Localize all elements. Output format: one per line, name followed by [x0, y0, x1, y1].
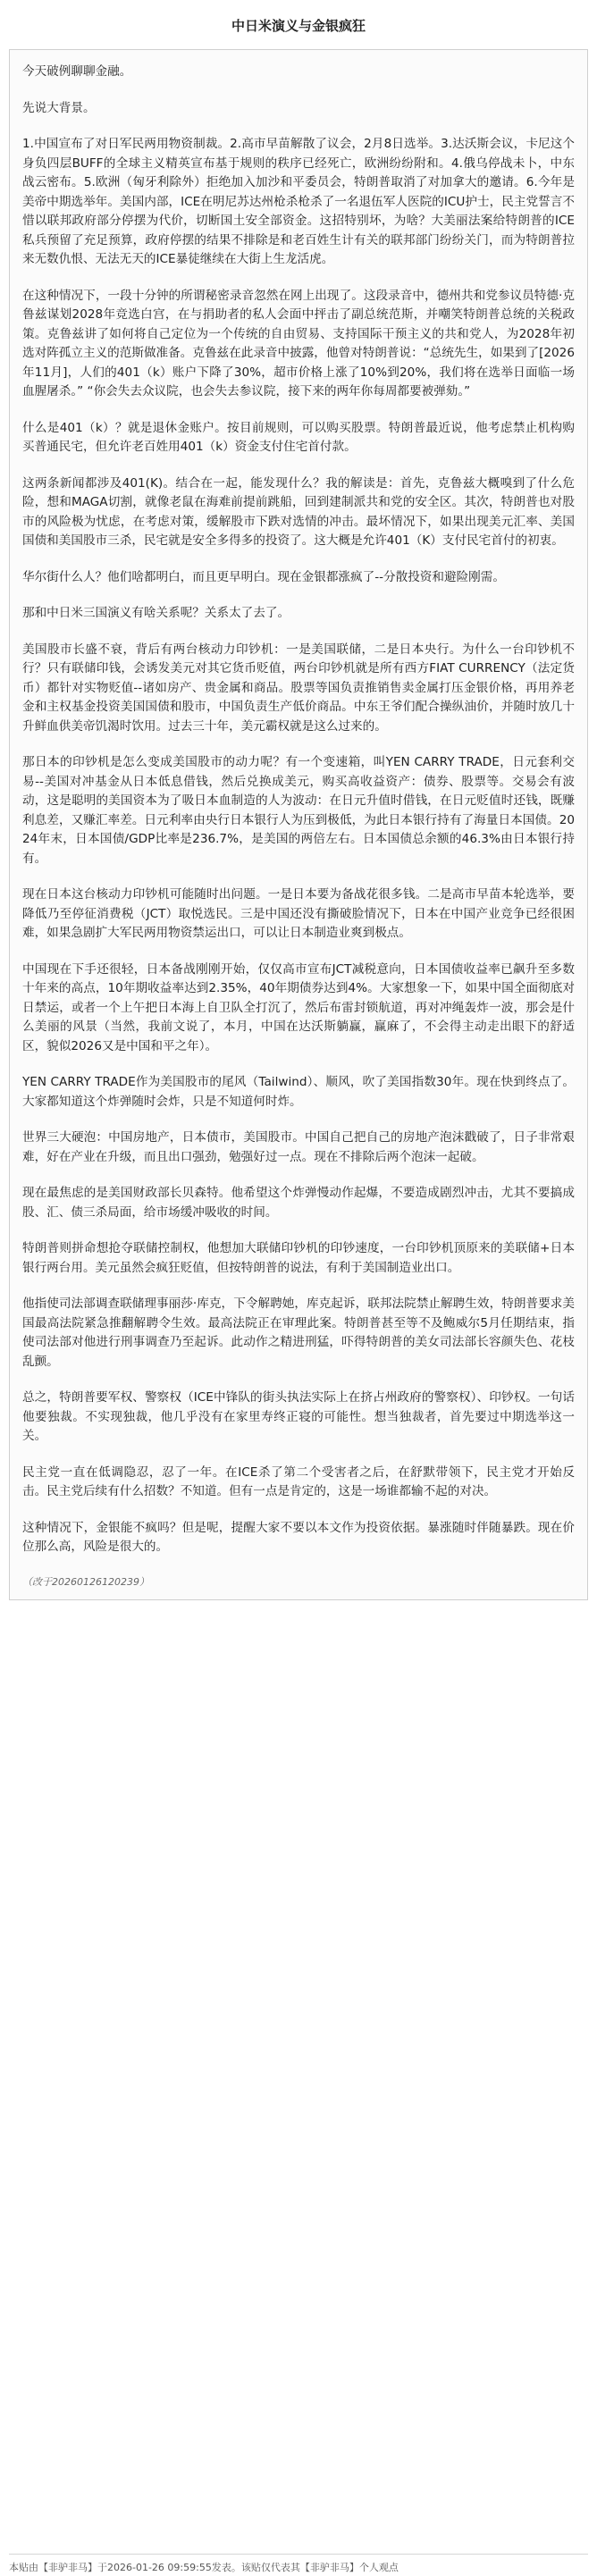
- paragraph: 民主党一直在低调隐忍，忍了一年。在ICE杀了第二个受害者之后，在舒默带领下，民主党才开始反击。民主党后续有什么招数？不知道。但有一点是肯定的，这是一场谁都输不起的对决。: [22, 1464, 575, 1498]
- paragraph: 中国现在下手还很轻，日本备战刚刚开始，仅仅高市宣布JCT减税意向，日本国债收益率已飙升至多数十年来的高点，10年期收益率达到2.35%，40年期债券达到4%。大家想象一下，如果中国全面彻底对日禁运，或者一个上午把日本海上自卫队全打沉了，然后布雷封锁航道，再对冲绳轰炸一波，那会是什么美丽的风景（当然，我前文说了，本月，中国在达沃斯躺赢，赢麻了，不会得主动走出眼下的舒适区，貌似2026又是中国和平之年）。: [22, 961, 575, 1053]
- paragraph: 今天破例聊聊金融。: [22, 64, 132, 79]
- paragraph: 1.中国宣布了对日军民两用物资制裁。2.高市早苗解散了议会，2月8日选举。3.达沃斯会议，卡尼这个身负四层BUFF的全球主义精英宣布基于规则的秩序已经死亡，欧洲纷纷附和。4.俄乌停战未卜，中东战云密布。5.欧洲（匈牙利除外）拒绝加入加沙和平委员会，特朗普取消了对加拿大的邀请。6.今年是美帝中期选举年。美国内部，ICE在明尼苏达州枪杀枪杀了一名退伍军人医院的ICU护士，民主党誓言不惜以联邦政府部分停摆为代价，切断国土安全部资金。这招特别坏，为啥？大美丽法案给特朗普的ICE私兵预留了充足预算，政府停摆的结果不排除是和老百姓生计有关的联邦部门纷纷关门，而为特朗普拉来无数仇恨、无法无天的ICE暴徒继续在大街上生龙活虎。: [22, 137, 575, 266]
- paragraph: 现在日本这台核动力印钞机可能随时出问题。一是日本要为备战花很多钱。二是高市早苗本轮选举，要降低乃至停征消费税（JCT）取悦选民。三是中国还没有撕破脸情况下，日本在中国产业竞争已经很困难，如果急剧扩大军民两用物资禁运出口，可以让日本制造业爽到极点。: [22, 887, 575, 940]
- paragraph: 华尔街什么人？他们啥都明白，而且更早明白。现在金银都涨疯了--分散投资和避险刚需。: [22, 569, 505, 584]
- paragraph: 他指使司法部调查联储理事丽莎·库克，下令解聘她，库克起诉，联邦法院禁止解聘生效，特朗普要求美国最高法院紧急推翻解聘令生效。最高法院正在审理此案。特朗普甚至等不及鲍威尔5月任期结束，指使司法部对他进行刑事调查乃至起诉。此动作之精进刑猛，吓得特朗普的美女司法部长容颜失色、花枝乱颤。: [22, 1296, 575, 1369]
- paragraph: 先说大背景。: [22, 100, 96, 115]
- paragraph: 美国股市长盛不衰，背后有两台核动力印钞机：一是美国联储，二是日本央行。为什么一台印钞机不行？只有联储印钱，会诱发美元对其它货币贬值，两台印钞机就是所有西方FIAT CURRENCY（法定货币）都针对实物贬值--诸如房产、贵金属和商品。股票等国负责推销售卖金属打压金银价格，再用养老金和主权基金投资美国国债和股市，中国负责生产低价商品。中东王爷们配合操纵油价，并随时放几十升鲜血供美帝饥渴时饮用。过去三十年，美元霸权就是这么过来的。: [22, 642, 575, 734]
- paragraph: 特朗普则拼命想抢夺联储控制权，他想加大联储印钞机的印钞速度，一台印钞机顶原来的美联储+日本银行两台用。美元虽然会疯狂贬值，但按特朗普的说法，有利于美国制造业出口。: [22, 1241, 575, 1275]
- paragraph: 世界三大硬泡：中国房地产，日本债市，美国股市。中国自己把自己的房地产泡沫戳破了，日子非常艰难，好在产业在升级，而且出口强劲，勉强好过一点。现在不排除后两个泡沫一起破。: [22, 1130, 575, 1164]
- paragraph: 那和中日米三国演义有啥关系呢？关系太了去了。: [22, 606, 290, 620]
- page-title: 中日米演义与金银疯狂: [231, 18, 366, 34]
- paragraph: 什么是401（k）？就是退休金账户。按目前规则，可以购买股票。特朗普最近说，他考虑禁止机构购买普通民宅，但允许老百姓用401（k）资金支付住宅首付款。: [22, 420, 575, 454]
- paragraph: 现在最焦虑的是美国财政部长贝森特。他希望这个炸弹慢动作起爆，不要造成剧烈冲击，尤其不要搞成股、汇、债三杀局面，给市场缓冲吸收的时间。: [22, 1186, 575, 1220]
- paragraph: 在这种情况下，一段十分钟的所谓秘密录音忽然在网上出现了。这段录音中，德州共和党参议员特德·克鲁兹谋划2028年竞选白宫，在与捐助者的私人会面中抨击了副总统范斯，并嘲笑特朗普总统的关税政策。克鲁兹讲了如何将自己定位为一个传统的自由贸易、支持国际干预主义的共和党人，为2028年初选对阵孤立主义的范斯做准备。克鲁兹在此录音中披露，他曾对特朗普说：“总统先生，如果到了[2026年11月]，人们的401（k）账户下降了30%，超市价格上涨了10%到20%，我们将在选举日面临一场血腥屠杀。” “你会失去众议院，也会失去参议院，接下来的两年你每周都要被弹劾。”: [22, 288, 575, 399]
- paragraph: 总之，特朗普要军权、警察权（ICE中锋队的街头执法实际上在挤占州政府的警察权）、印钞权。一句话他要独裁。不实现独裁，他几乎没有在家里寿终正寝的可能性。想当独裁者，首先要过中期选举这一关。: [22, 1390, 575, 1443]
- post-footer: 本贴由【非驴非马】于2026-01-26 09:59:55发表。该贴仅代表其【非驴非马】个人观点: [9, 2554, 588, 2574]
- paragraph: 这种情况下，金银能不疯吗？但是呢，提醒大家不要以本文作为投资依据。暴涨随时伴随暴跌。现在价位那么高，风险是很大的。: [22, 1520, 575, 1554]
- paragraph: 那日本的印钞机是怎么变成美国股市的动力呢？有一个变速箱，叫YEN CARRY TRADE，日元套利交易--美国对冲基金从日本低息借钱，然后兑换成美元，购买高收益资产：债券、股票等。交易会有波动，这是聪明的美国资本为了吸日本血制造的人为波动：在日元升值时借钱，在日元贬值时还钱，既赚利息差，又赚汇率差。日元利率由央行日本银行人为压到极低，为此日本银行持有了海量日本国债。2024年末，日本国债/GDP比率是236.7%，是美国的两倍左右。日本国债总余额的46.3%由日本银行持有。: [22, 755, 575, 866]
- post-body: [9, 49, 588, 1600]
- edit-timestamp: （改于20260126120239）: [22, 1575, 149, 1588]
- paragraph: 这两条新闻都涉及401(K)。结合在一起，能发现什么？我的解读是：首先，克鲁兹大概嗅到了什么危险，想和MAGA切割，就像老鼠在海难前提前跳船，回到建制派共和党的安全区。其次，特朗普也对股市的风险极为忧虑，在考虑对策，缓解股市下跌对选情的冲击。最坏情况下，如果出现美元汇率、美国国债和美国股市三杀，民宅就是安全多得多的投资了。这大概是允许401（K）支付民宅首付的初衷。: [22, 475, 575, 548]
- paragraph: YEN CARRY TRADE作为美国股市的尾风（Tailwind）、顺风，吹了美国指数30年。现在快到终点了。大家都知道这个炸弹随时会炸，只是不知道何时炸。: [22, 1075, 575, 1109]
